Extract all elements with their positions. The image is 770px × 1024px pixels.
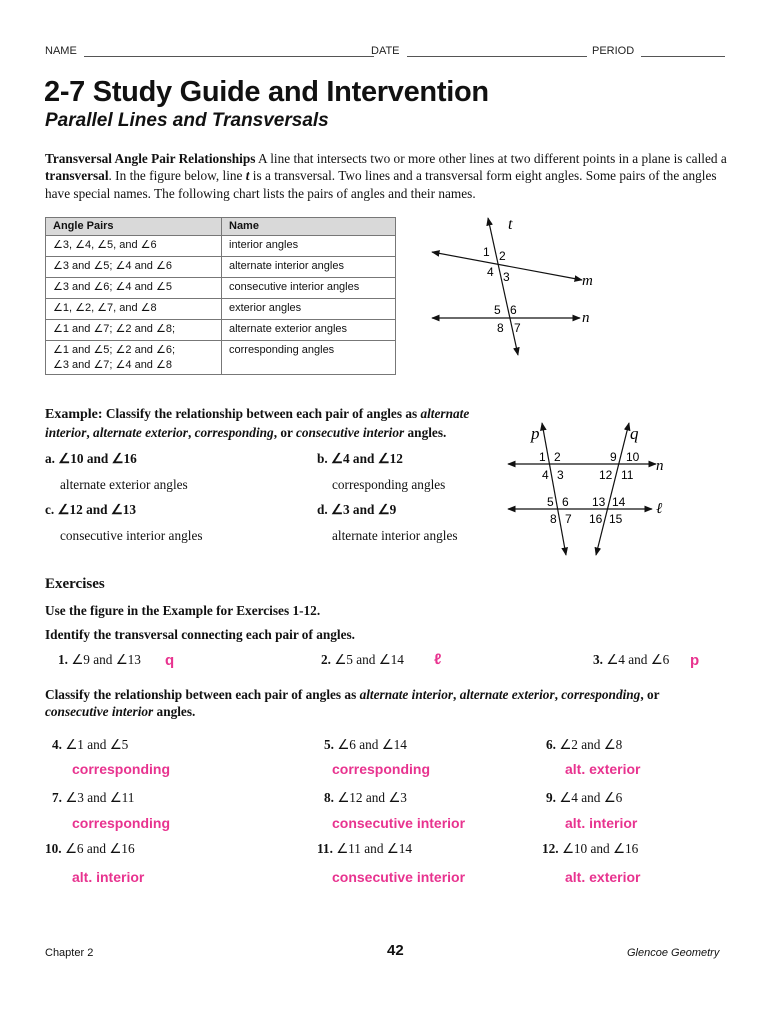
angle-pairs-table [45,217,396,375]
label-n: n [582,310,590,326]
example-text: , or [273,425,296,440]
exercise-item [321,652,404,668]
period-field [592,45,725,57]
table-row [46,320,396,341]
angle-num: 16 [589,512,603,526]
exercise-question: ∠1 and ∠5 [65,737,129,752]
angle-num: 8 [550,512,557,526]
angle-num: 4 [542,468,549,482]
exercise-answer: ℓ [434,651,442,668]
exercise-question: ∠4 and ∠6 [606,652,670,667]
exercise-question: ∠9 and ∠13 [71,652,141,667]
exercise-number: 12. [542,841,559,856]
angle-num: 12 [599,468,613,482]
example-text: Classify the relationship between each pair of angles as [102,406,421,421]
angle-num: 14 [612,495,626,509]
angle-num: 3 [503,270,510,284]
page-subtitle: Parallel Lines and Transversals [45,110,329,131]
period-label: PERIOD [592,45,635,57]
angle-num: 2 [554,450,561,464]
table-cell [46,341,222,375]
table-header: Angle Pairs [46,218,222,236]
intro-heading: Transversal Angle Pair Relationships [45,151,256,166]
footer-chapter: Chapter 2 [45,947,94,959]
line-q [596,423,629,555]
example-label: Example: [45,407,103,422]
exercise-answer: corresponding [332,761,431,777]
table-cell: ∠1 and ∠7; ∠2 and ∠8; [46,320,222,341]
exercise-question: ∠4 and ∠6 [559,790,623,805]
table-cell: exterior angles [222,299,396,320]
classify-term: corresponding [561,687,641,702]
exercise-item [52,737,128,753]
intro-var: t [245,168,250,184]
exercise-question: ∠6 and ∠14 [337,737,407,752]
line-p [542,423,566,555]
date-label: DATE [371,45,400,57]
footer-publisher: Glencoe Geometry [627,947,720,959]
angle-num: 11 [621,468,634,482]
exercise-question: ∠5 and ∠14 [334,652,404,667]
exercise-answer: alt. exterior [565,869,641,885]
exercise-number: 3. [593,652,603,667]
label-l: ℓ [656,501,663,517]
name-label: NAME [45,45,77,57]
exercise-number: 5. [324,737,334,752]
exercises-instruction: Identify the transversal connecting each pair of angles. [45,627,355,642]
example-text: , [187,425,195,440]
example-item-label: b. ∠4 and ∠12 [317,451,403,466]
example-item-answer: corresponding angles [332,477,446,492]
example-text: angles. [404,425,447,440]
exercise-question: ∠2 and ∠8 [559,737,623,752]
exercise-question: ∠11 and ∠14 [336,841,413,856]
table-row [46,236,396,257]
exercise-question: ∠12 and ∠3 [337,790,407,805]
table-header: Name [222,218,396,236]
classify-text: angles. [153,704,196,719]
classify-term: consecutive interior [45,704,154,719]
exercise-question: ∠6 and ∠16 [64,841,135,856]
example-item-answer: alternate exterior angles [60,477,188,492]
exercise-number: 11. [317,841,333,856]
date-field [371,45,587,57]
angle-num: 7 [514,321,521,335]
exercise-answer: consecutive interior [332,869,466,885]
exercise-item [58,652,141,668]
angle-num: 5 [547,495,554,509]
classify-text: , [554,687,562,702]
table-row [46,278,396,299]
transversal-figure [420,210,605,360]
angle-num: 8 [497,321,504,335]
angle-num: 13 [592,495,606,509]
exercise-item [45,841,135,857]
table-cell: alternate exterior angles [222,320,396,341]
label-t: t [508,216,513,233]
example-item-answer: alternate interior angles [332,528,458,543]
example-term: corresponding [194,425,274,440]
exercise-item [546,790,622,806]
example-item-label: a. ∠10 and ∠16 [45,451,137,466]
table-cell: alternate interior angles [222,257,396,278]
exercise-number: 9. [546,790,556,805]
angle-num: 9 [610,450,617,464]
name-field [45,45,374,57]
exercise-item [546,737,622,753]
table-row [46,257,396,278]
intro-text: A line that intersects two or more other lines at two different points in a plane is called a [255,151,727,166]
table-cell: corresponding angles [222,341,396,375]
table-header-row [46,218,396,236]
exercise-answer: q [165,652,175,669]
label-q: q [630,424,639,443]
example-text: , [86,425,94,440]
exercise-answer: p [690,652,700,669]
exercises-heading: Exercises [45,576,105,592]
exercise-answer: alt. interior [565,815,638,831]
exercise-item [317,841,412,857]
exercise-item [324,737,407,753]
example-term: alternate exterior [93,425,188,440]
exercise-number: 6. [546,737,556,752]
example-term: alternate interior [45,406,470,440]
example-item-answer: consecutive interior angles [60,528,203,543]
exercises-instruction: Use the figure in the Example for Exercises 1-12. [45,603,321,618]
exercise-question: ∠10 and ∠16 [561,841,639,856]
angle-num: 5 [494,303,501,317]
angle-num: 2 [499,249,506,263]
name-blank [84,46,374,57]
intro-term: transversal [45,168,109,184]
classify-instruction [45,686,725,720]
label-m: m [582,273,593,289]
period-blank [641,46,725,57]
table-cell: interior angles [222,236,396,257]
exercise-answer: corresponding [72,815,171,831]
label-p: p [531,424,540,443]
exercise-answer: consecutive interior [332,815,466,831]
exercise-item [52,790,134,806]
table-cell: ∠3, ∠4, ∠5, and ∠6 [46,236,222,257]
example-figure [500,415,680,560]
angle-num: 6 [562,495,569,509]
intro-paragraph [45,150,735,202]
exercise-answer: corresponding [72,761,171,777]
classify-text: Classify the relationship between each pair of angles as [45,687,360,702]
angle-num: 10 [626,450,640,464]
exercise-number: 10. [45,841,62,856]
exercise-number: 1. [58,652,68,667]
classify-term: alternate exterior [459,687,555,702]
exercise-number: 2. [321,652,331,667]
table-cell: consecutive interior angles [222,278,396,299]
exercise-answer: alt. exterior [565,761,641,777]
angle-num: 7 [565,512,572,526]
exercise-number: 4. [52,737,62,752]
page-number: 42 [387,942,404,959]
exercise-item [324,790,407,806]
angle-num: 6 [510,303,517,317]
classify-term: alternate interior [359,687,454,702]
intro-text: . In the figure below, line [108,168,246,184]
angle-num: 1 [539,450,546,464]
angle-num: 3 [557,468,564,482]
page-title: 2-7 Study Guide and Intervention [44,76,489,108]
exercise-item [593,652,669,668]
intro-text: is a transversal. Two lines and a transversal form eight angles. Some pairs of the angles have special names. The following chart lists the pairs of angles and their names. [45,168,717,201]
table-cell-line: ∠3 and ∠7; ∠4 and ∠8 [53,359,172,371]
example-item-label: c. ∠12 and ∠13 [45,502,137,517]
table-cell: ∠3 and ∠6; ∠4 and ∠5 [46,278,222,299]
table-cell: ∠3 and ∠5; ∠4 and ∠6 [46,257,222,278]
exercise-item [542,841,638,857]
example-item-label: d. ∠3 and ∠9 [317,502,397,517]
label-n: n [656,458,664,474]
classify-text: , or [640,687,660,702]
example-instructions [45,405,505,442]
angle-num: 4 [487,265,494,279]
classify-text: , [453,687,460,702]
exercise-number: 7. [52,790,62,805]
exercise-number: 8. [324,790,334,805]
example-term: consecutive interior [295,425,405,440]
exercise-answer: alt. interior [72,869,145,885]
table-row [46,299,396,320]
table-cell-line: ∠1 and ∠5; ∠2 and ∠6; [53,344,176,356]
exercise-question: ∠3 and ∠11 [65,790,135,805]
angle-num: 15 [609,512,623,526]
table-row [46,341,396,375]
date-blank [407,46,587,57]
angle-num: 1 [483,245,490,259]
table-cell: ∠1, ∠2, ∠7, and ∠8 [46,299,222,320]
